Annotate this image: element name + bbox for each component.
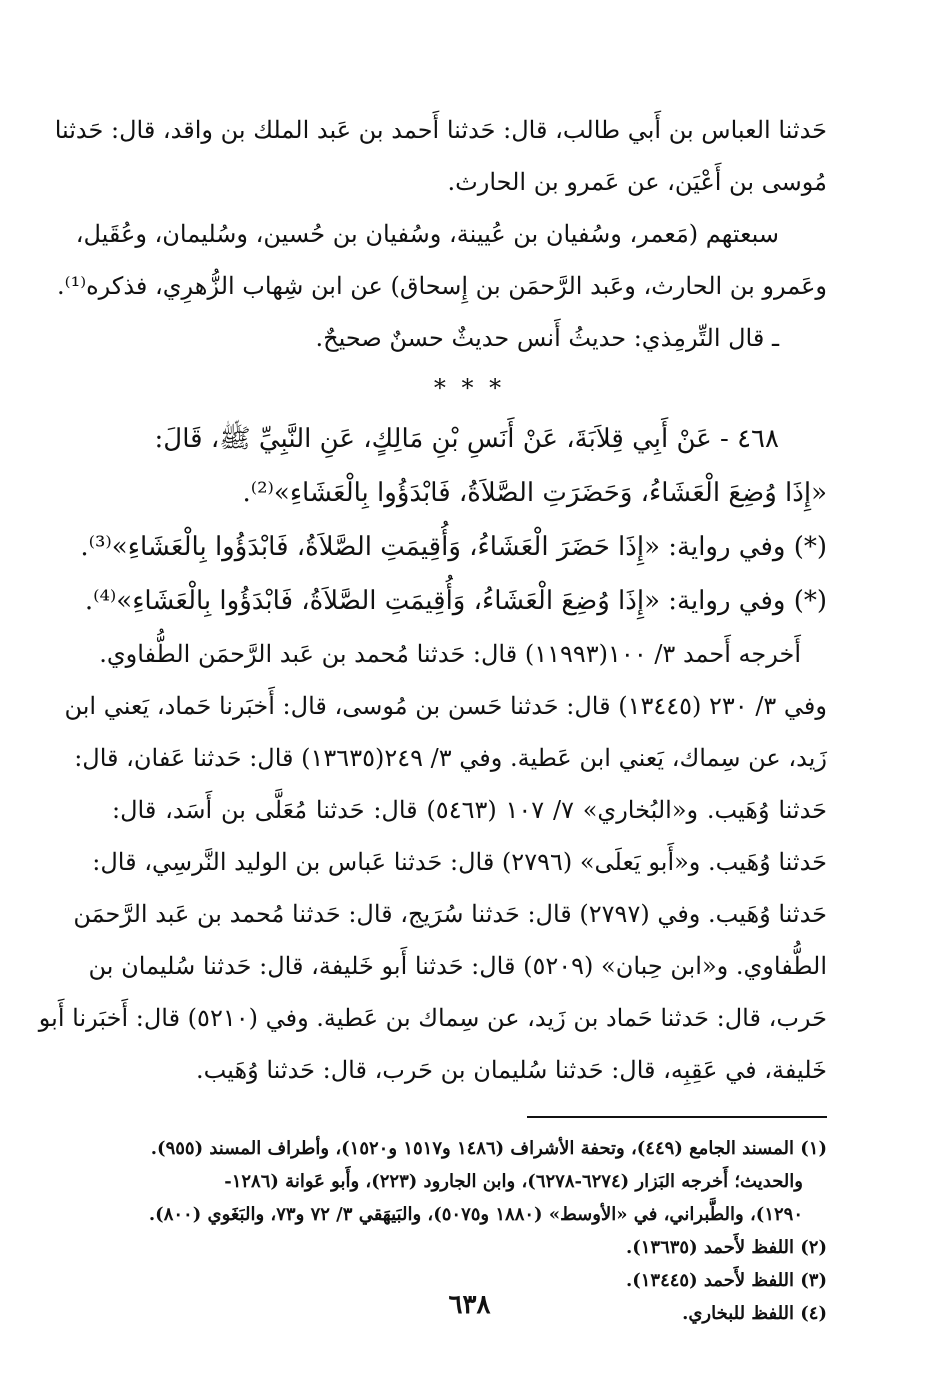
footnote-line: (٢) اللفظ لأَحمد (١٣٦٣٥). <box>625 1237 827 1258</box>
footnote-line: (٣) اللفظ لأَحمد (١٣٤٤٥). <box>625 1270 827 1291</box>
body-line: حَدثنا العباس بن أَبي طالب، قال: حَدثنا أَحمد بن عَبد الملك بن واقد، قال: حَدثنا <box>54 116 827 144</box>
body-line: سبعتهم (مَعمر، وسُفيان بن عُيينة، وسُفيان بن حُسين، وسُليمان، وعُقَيل، <box>75 220 779 248</box>
footnote-line: (١) المسند الجامع (٤٤٩)، وتحفة الأشراف (١٤٨٦ و١٥١٧ و١٥٢٠)، وأطراف المسند (٩٥٥). <box>150 1138 827 1159</box>
hadith-line: ٤٦٨ - عَنْ أَبِي قِلاَبَةَ، عَنْ أَنَسِ بْنِ مَالِكٍ، عَنِ النَّبِيِّ ﷺ، قَالَ: <box>154 424 779 454</box>
takhrij-line: زَيد، عن سِماك، يَعني ابن عَطية. وفي ٣/ ٢٤٩(١٣٦٣٥) قال: حَدثنا عَفان، قال: <box>74 744 827 772</box>
page-number: ٦٣٨ <box>448 1290 491 1320</box>
takhrij-line: خَليفة، في عَقِبِه، قال: حَدثنا سُليمان بن حَرب، قال: حَدثنا وُهَيب. <box>196 1056 827 1084</box>
takhrij-line: حَدثنا وُهَيب. و«أَبو يَعلَى» (٢٧٩٦) قال: حَدثنا عَباس بن الوليد النَّرسِي، قال: <box>92 848 827 876</box>
body-line: مُوسى بن أَعْيَن، عن عَمرو بن الحارث. <box>447 168 827 196</box>
takhrij-line: أَخرجه أَحمد ٣/ ١٠٠(١١٩٩٣) قال: حَدثنا مُحمد بن عَبد الرَّحمَن الطُّفاوي. <box>99 640 801 668</box>
takhrij-line: وفي ٣/ ٢٣٠ (١٣٤٤٥) قال: حَدثنا حَسن بن مُوسى، قال: أَخبَرنا حَماد، يَعني ابن <box>64 692 827 720</box>
section-separator: * * * <box>433 374 506 402</box>
page-content <box>38 104 828 1330</box>
takhrij-line: حَدثنا وُهَيب. و«البُخاري» ٧/ ١٠٧ (٥٤٦٣) قال: حَدثنا مُعَلَّى بن أَسَد، قال: <box>112 796 828 824</box>
footnote-divider <box>527 1116 827 1118</box>
footnote-line: (٤) اللفظ للبخاري. <box>682 1303 827 1324</box>
footnote-line: والحديث؛ أَخرجه البَزار (٦٢٧٤-٦٢٧٨)، وابن الجارود (٢٢٣)، وأَبو عَوانة (١٢٨٦- <box>224 1171 803 1192</box>
takhrij-line: الطُّفاوي. و«ابن حِبان» (٥٢٠٩) قال: حَدثنا أَبو خَليفة، قال: حَدثنا سُليمان بن <box>88 952 827 980</box>
takhrij-line: حَرب، قال: حَدثنا حَماد بن زَيد، عن سِماك بن عَطية. وفي (٥٢١٠) قال: أَخبَرنا أَبو <box>38 1004 827 1032</box>
body-line: ـ قال التِّرمِذي: حديثُ أَنس حديثٌ حسنٌ صحيحٌ. <box>315 324 779 352</box>
body-line: وعَمرو بن الحارث، وعَبد الرَّحمَن بن إِسحاق) عن ابن شِهاب الزُّهرِي، فذكره⁽¹⁾. <box>57 272 827 300</box>
hadith-line: (*) وفي رواية: «إِذَا وُضِعَ الْعَشَاءُ، وَأُقِيمَتِ الصَّلاَةُ، فَابْدَؤُوا بِالْعَشَاءِ»⁽⁴⁾. <box>84 586 827 616</box>
hadith-line: «إِذَا وُضِعَ الْعَشَاءُ، وَحَضَرَتِ الصَّلاَةُ، فَابْدَؤُوا بِالْعَشَاءِ»⁽²⁾. <box>242 478 827 508</box>
hadith-line: (*) وفي رواية: «إِذَا حَضَرَ الْعَشَاءُ، وَأُقِيمَتِ الصَّلاَةُ، فَابْدَؤُوا بِالْعَشَاءِ»⁽³⁾. <box>80 532 827 562</box>
footnote-line: ١٢٩٠)، والطَّبراني، في «الأوسط» (١٨٨٠ و٥٠٧٥)، والبَيهَقي ٣/ ٧٢ و٧٣، والبَغَوي (٨٠٠). <box>148 1204 803 1225</box>
takhrij-line: حَدثنا وُهَيب. وفي (٢٧٩٧) قال: حَدثنا سُرَيج، قال: حَدثنا مُحمد بن عَبد الرَّحمَن <box>73 900 827 928</box>
